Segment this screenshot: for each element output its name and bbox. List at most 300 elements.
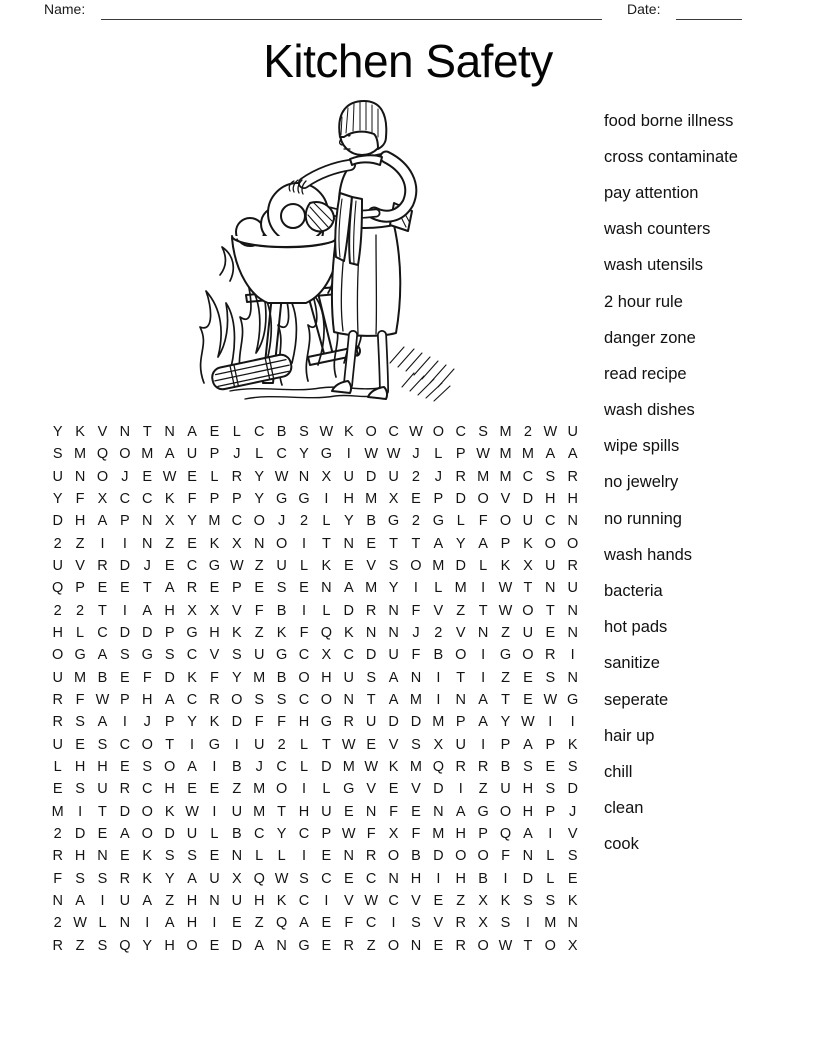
grid-letter: M [454,580,467,597]
grid-letter: D [388,714,399,731]
grid-letter: 2 [76,602,85,619]
grid-letter: S [411,915,421,932]
grid-letter: Y [455,535,466,552]
grid-letter: O [275,781,288,798]
grid-letter: G [208,557,221,574]
grid-letter: D [119,624,131,641]
grid-letter: S [142,758,153,775]
grid-letter: K [142,870,153,887]
grid-letter: H [567,490,578,507]
grid-letter: H [186,892,198,909]
grid-letter: O [477,490,489,507]
grid-letter: I [122,714,127,731]
grid-letter: A [455,803,466,820]
grid-letter: A [523,825,533,842]
grid-letter: X [231,535,242,552]
grid-letter: U [522,513,534,530]
ground-hatching [390,347,454,401]
grid-row [47,667,584,689]
grid-letter: Z [165,892,175,909]
grid-letter: M [477,468,490,485]
grid-letter: K [75,424,85,440]
grid-letter: G [141,647,153,664]
grid-letter: P [164,624,175,641]
word-search-grid [47,421,584,957]
grid-letter: L [255,848,264,865]
grid-letter: K [523,535,533,552]
grid-letter: Y [254,468,265,485]
grid-letter: N [231,848,243,865]
grid-letter: J [233,446,241,463]
grid-letter: W [274,468,289,485]
grid-letter: O [186,937,198,954]
grid-letter: B [433,647,444,664]
grid-letter: C [298,691,310,708]
grid-letter: G [298,490,310,507]
grid-letter: R [343,937,355,954]
grid-letter: Y [231,669,242,686]
word-list-item: seperate [604,690,669,709]
grid-row [47,778,584,800]
grid-letter: A [120,825,130,842]
grid-letter: W [409,424,423,440]
grid-letter: X [97,490,108,507]
grid-letter: O [522,647,534,664]
grid-letter: Q [432,758,444,775]
grid-letter: S [75,714,85,731]
grid-letter: U [343,468,355,485]
grid-letter: X [433,736,444,753]
grid-letter: O [141,736,153,753]
grid-letter: H [164,781,175,798]
grid-letter: T [142,580,152,597]
grid-letter: S [545,781,556,798]
grid-letter: X [523,557,533,574]
grid-letter: F [142,669,152,686]
grid-letter: U [253,736,265,753]
grid-letter: M [208,513,221,530]
page-title: Kitchen Safety [263,35,553,87]
grid-letter: I [570,714,575,731]
grid-letter: S [545,892,556,909]
grid-letter: M [74,446,87,463]
grid-letter: I [301,602,306,619]
grid-letter: R [186,580,198,597]
grid-letter: D [119,557,131,574]
grid-letter: U [186,446,198,463]
grid-letter: T [478,602,488,619]
grid-letter: A [388,691,399,708]
grid-letter: G [320,714,333,731]
grid-letter: J [143,557,151,574]
grid-letter: C [186,557,198,574]
grid-letter: N [253,535,265,552]
grid-letter: U [500,781,511,798]
grid-letter: L [232,424,241,440]
grid-letter: O [522,602,534,619]
grid-letter: H [522,803,534,820]
grid-letter: N [522,848,534,865]
grid-letter: 2 [53,535,62,552]
grid-letter: W [341,825,356,842]
grid-letter: F [411,647,421,664]
grid-letter: F [478,513,488,530]
grid-letter: U [231,892,243,909]
grid-letter: K [388,758,399,775]
grid-letter: V [75,557,85,574]
grid-letter: P [120,513,130,530]
grid-letter: U [388,468,399,485]
grid-letter: I [391,915,396,932]
grid-letter: N [142,513,153,530]
grid-letter: W [341,736,356,753]
cauldron [232,183,340,303]
grid-letter: T [456,669,466,686]
grid-letter: X [388,490,399,507]
grid-letter: 2 [411,513,420,530]
grid-letter: S [75,870,85,887]
grid-letter: I [458,781,463,798]
grid-letter: Z [501,669,510,686]
grid-letter: L [255,446,264,463]
grid-letter: Y [299,446,309,463]
grid-letter: E [299,580,309,597]
grid-letter: A [523,736,533,753]
grid-letter: G [477,803,489,820]
grid-letter: Q [499,825,512,842]
grid-letter: Y [388,580,399,597]
grid-letter: H [455,870,466,887]
grid-letter: W [543,691,558,708]
grid-letter: M [51,803,64,820]
grid-letter: U [52,736,63,753]
grid-letter: L [546,870,555,887]
grid-letter: R [231,468,243,485]
grid-letter: N [142,535,153,552]
grid-letter: E [433,937,444,954]
grid-letter: D [567,781,578,798]
grid-letter: N [74,468,86,485]
grid-letter: O [499,513,512,530]
grid-letter: N [567,602,578,619]
grid-letter: R [52,714,63,731]
grid-letter: Z [456,602,466,619]
grid-letter: H [343,490,355,507]
grid-letter: I [436,669,441,686]
grid-letter: E [209,580,220,597]
grid-letter: 2 [411,468,420,485]
grid-letter: S [276,580,287,597]
grid-letter: 2 [299,513,309,530]
grid-letter: J [277,513,286,530]
grid-letter: L [456,513,465,530]
grid-letter: C [253,825,265,842]
grid-letter: G [432,513,444,530]
grid-letter: X [567,937,578,954]
grid-letter: Y [164,870,175,887]
grid-row [47,488,584,510]
grid-letter: M [253,781,266,798]
grid-letter: V [411,892,421,909]
eye [347,133,350,136]
grid-letter: U [52,669,63,686]
grid-letter: A [187,424,197,440]
grid-letter: S [523,758,533,775]
grid-letter: I [525,915,530,932]
grid-letter: F [187,490,197,507]
grid-letter: B [276,424,287,440]
grid-letter: K [164,803,175,820]
name-blank-line [101,19,602,20]
grid-row [47,644,584,666]
grid-letter: Q [275,915,288,932]
grid-letter: I [301,781,306,798]
grid-letter: A [299,915,309,932]
grid-letter: A [97,714,108,731]
grid-letter: T [165,736,175,753]
grid-letter: H [522,781,534,798]
grid-letter: Y [52,424,63,440]
cook-illustration [190,95,460,405]
grid-letter: N [97,848,108,865]
grid-letter: G [74,647,86,664]
grid-letter: M [521,446,534,463]
grid-letter: N [321,580,332,597]
grid-letter: E [321,848,332,865]
grid-letter: E [142,468,153,485]
grid-letter: S [164,647,175,664]
grid-letter: Z [75,937,85,954]
grid-row [47,711,584,733]
grid-letter: I [436,691,441,708]
grid-letter: R [455,758,466,775]
grid-letter: W [364,892,378,909]
grid-letter: W [185,803,199,820]
grid-letter: E [97,580,108,597]
word-list-item: food borne illness [604,111,734,130]
grid-letter: L [299,736,309,753]
grid-letter: M [409,691,422,708]
word-list-item: no running [604,509,682,528]
grid-letter: R [52,691,63,708]
word-list-item: hot pads [604,618,668,637]
grid-letter: O [387,848,400,865]
grid-letter: S [75,781,85,798]
word-list-item: cross contaminate [604,147,738,166]
grid-letter: T [321,736,331,753]
grid-letter: U [455,736,466,753]
grid-letter: J [412,624,420,641]
grid-letter: J [121,468,129,485]
grid-letter: A [545,446,556,463]
grid-letter: R [209,691,220,708]
grid-letter: C [388,424,399,440]
grid-letter: E [523,669,533,686]
grid-letter: W [386,446,401,463]
grid-letter: U [52,468,63,485]
grid-letter: R [365,602,377,619]
grid-letter: Y [142,937,153,954]
grid-letter: E [209,781,220,798]
grid-letter: N [567,915,578,932]
grid-letter: N [567,513,578,530]
grid-letter: H [74,848,86,865]
grid-letter: F [389,803,398,820]
grid-letter: J [412,446,420,463]
grid-letter: R [455,915,466,932]
grid-letter: W [498,580,513,597]
grid-letter: W [543,424,558,440]
grid-letter: N [545,580,556,597]
grid-letter: M [432,557,445,574]
grid-letter: P [164,714,175,731]
grid-letter: K [276,624,287,641]
grid-letter: N [477,624,489,641]
grid-letter: X [209,602,220,619]
grid-letter: E [567,870,578,887]
grid-letter: G [275,647,288,664]
grid-row [47,443,584,465]
grid-letter: U [119,892,131,909]
grid-letter: T [366,691,376,708]
grid-letter: C [186,647,198,664]
grid-letter: V [97,424,108,440]
grid-letter: F [411,602,421,619]
grid-letter: Y [500,714,511,731]
grid-letter: A [478,691,488,708]
grid-letter: N [455,691,466,708]
grid-letter: H [253,892,265,909]
grid-letter: U [321,803,332,820]
grid-letter: M [432,825,445,842]
grid-letter: N [388,624,399,641]
grid-letter: I [481,580,486,597]
grid-letter: N [276,937,287,954]
grid-letter: 2 [523,424,532,440]
grid-letter: R [97,557,108,574]
grid-letter: J [143,714,151,731]
grid-letter: I [481,669,486,686]
grid-letter: F [299,624,309,641]
grid-letter: R [119,781,131,798]
grid-letter: I [212,915,217,932]
word-list-item: bacteria [604,582,663,601]
grid-letter: A [187,758,197,775]
grid-letter: Z [254,557,264,574]
grid-letter: E [366,535,376,552]
grid-letter: M [432,714,445,731]
grid-letter: Z [232,781,242,798]
grid-letter: I [548,714,553,731]
word-list-item: wash utensils [604,256,704,275]
grid-letter: L [299,557,309,574]
grid-letter: C [388,892,399,909]
grid-letter: D [410,714,422,731]
grid-letter: C [253,424,265,440]
grid-letter: D [433,848,444,865]
grid-letter: I [324,892,329,909]
grid-letter: G [186,624,198,641]
grid-letter: C [343,647,355,664]
grid-letter: C [276,758,287,775]
grid-letter: R [365,848,377,865]
grid-letter: S [97,870,108,887]
grid-letter: T [142,424,152,440]
grid-letter: H [186,915,198,932]
grid-letter: M [74,669,87,686]
grid-letter: L [479,557,488,574]
word-list-item: wash hands [604,545,693,564]
grid-letter: H [142,691,153,708]
grid-letter: U [522,624,534,641]
grid-letter: D [321,758,332,775]
grid-letter: B [366,513,376,530]
grid-letter: V [455,624,466,641]
grid-letter: B [276,669,287,686]
grid-letter: F [254,602,264,619]
grid-letter: N [164,424,175,440]
grid-letter: C [298,647,310,664]
grid-letter: I [145,915,150,932]
grid-letter: O [365,424,377,440]
grid-letter: H [52,624,63,641]
grid-letter: O [141,825,153,842]
grid-letter: C [298,825,310,842]
grid-letter: T [98,602,107,619]
grid-letter: 2 [53,825,62,842]
grid-letter: A [164,446,175,463]
word-list-item: danger zone [604,328,696,347]
grid-row [47,577,584,599]
grid-letter: T [98,803,107,820]
grid-letter: M [544,915,557,932]
grid-letter: N [388,602,399,619]
grid-letter: V [433,915,444,932]
grid-letter: Y [254,490,265,507]
grid-letter: C [455,424,466,440]
grid-letter: I [413,580,418,597]
grid-letter: W [498,937,513,954]
grid-letter: K [500,557,511,574]
grid-letter: S [388,557,399,574]
grid-letter: O [544,937,556,954]
word-list-item: read recipe [604,364,687,383]
grid-letter: C [231,513,243,530]
grid-letter: E [545,624,556,641]
firewood-bundle [210,353,293,391]
grid-letter: A [75,892,85,909]
grid-letter: S [478,424,488,440]
grid-letter: W [319,424,334,440]
grid-letter: V [433,602,444,619]
grid-letter: O [455,647,467,664]
grid-letter: S [567,848,578,865]
grid-letter: M [365,580,378,597]
grid-letter: Y [52,490,63,507]
grid-letter: P [478,825,488,842]
name-label: Name: [44,1,86,17]
date-label: Date: [627,1,661,17]
grid-letter: O [455,848,467,865]
grid-letter: D [522,870,534,887]
grid-letter: S [411,736,421,753]
grid-letter: D [343,602,355,619]
grid-letter: G [298,937,310,954]
grid-row [47,890,584,912]
grid-letter: E [388,781,399,798]
grid-letter: I [78,803,83,820]
word-list-item: cook [604,835,639,854]
